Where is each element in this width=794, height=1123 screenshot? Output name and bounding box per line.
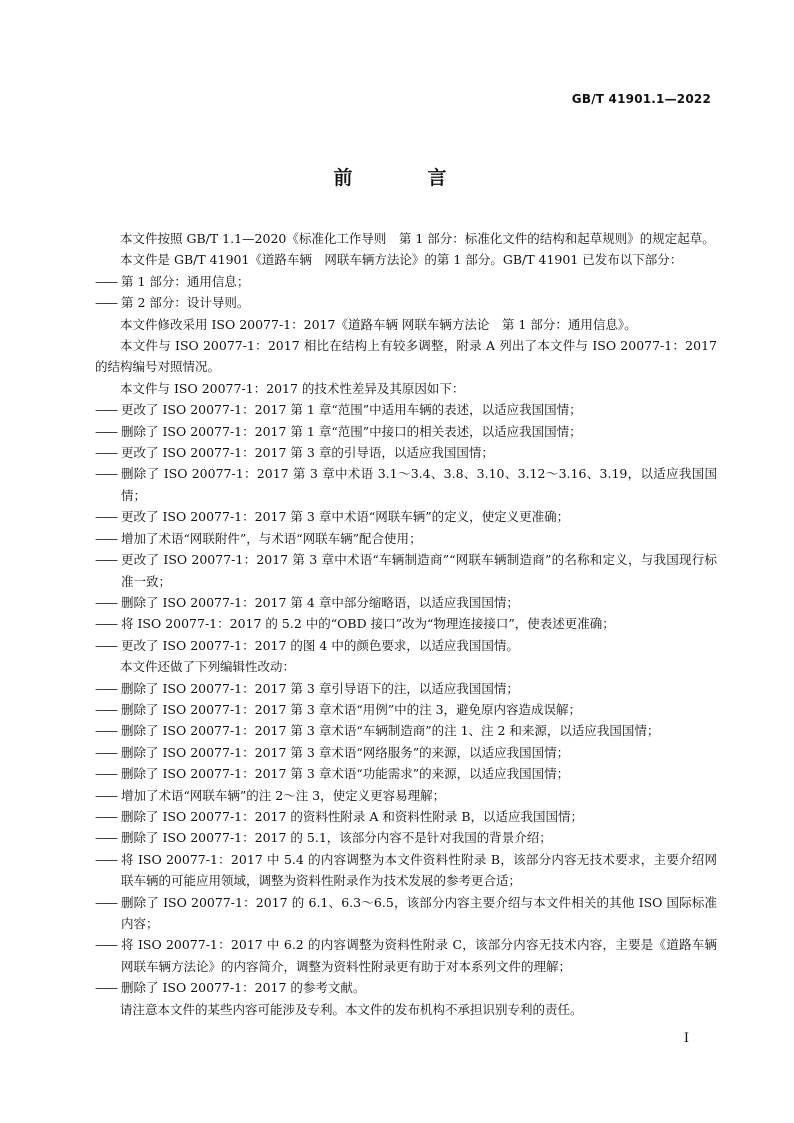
list-item bbox=[95, 977, 717, 998]
list-item bbox=[95, 720, 717, 741]
list-item-text: 删除了 ISO 20077-1：2017 第 3 章引导语下的注，以适应我国国情； bbox=[121, 680, 519, 696]
list-item-text: 删除了 ISO 20077-1：2017 的 5.1，该部分内容不是针对我国的背景介绍； bbox=[121, 830, 552, 846]
list-item bbox=[95, 463, 717, 506]
dash-marker: —— bbox=[95, 723, 116, 739]
list-item-text: 将 ISO 20077-1：2017 的 5.2 中的“OBD 接口”改为“物理连接接口”，使表述更准确； bbox=[121, 616, 615, 632]
dash-marker: —— bbox=[95, 445, 116, 461]
list-item-text: 更改了 ISO 20077-1：2017 第 1 章“范围”中适用车辆的表述，以适应我国国情； bbox=[121, 402, 582, 418]
list-item-text: 将 ISO 20077-1：2017 中 5.4 的内容调整为本文件资料性附录 B，该部分内容无技术要求，主要介绍网联车辆的可能应用领域，调整为资料性附录作为技术发展的参考更合适； bbox=[121, 851, 717, 889]
dash-marker: —— bbox=[95, 980, 116, 996]
list-item-text: 更改了 ISO 20077-1：2017 第 3 章中术语“车辆制造商”“网联车辆制造商”的名称和定义，与我国现行标准一致； bbox=[121, 552, 717, 589]
list-item-text: 将 ISO 20077-1：2017 中 6.2 的内容调整为资料性附录 C，该部分内容无技术内容，主要是《道路车辆 网联车辆方法论》的内容简介，调整为资料性附录更有助于对本系列文件的理解； bbox=[121, 937, 717, 974]
list-item bbox=[95, 678, 717, 699]
dash-marker: —— bbox=[95, 466, 116, 482]
standard-code: GB/T 41901.1—2022 bbox=[571, 92, 711, 106]
list-item-text: 更改了 ISO 20077-1：2017 第 3 章的引导语，以适应我国国情； bbox=[121, 445, 494, 461]
page-number: I bbox=[683, 1031, 689, 1046]
list-item-text: 删除了 ISO 20077-1：2017 第 4 章中部分缩略语，以适应我国国情； bbox=[121, 594, 519, 610]
page-title: 前 言 bbox=[333, 167, 475, 189]
list-item bbox=[95, 742, 717, 763]
list-item-text: 更改了 ISO 20077-1：2017 第 3 章中术语“网联车辆”的定义，使定义更准确； bbox=[121, 509, 570, 525]
list-item bbox=[95, 827, 717, 848]
dash-marker: —— bbox=[95, 680, 116, 696]
paragraph: 请注意本文件的某些内容可能涉及专利。本文件的发布机构不承担识别专利的责任。 bbox=[120, 1001, 583, 1017]
list-item bbox=[95, 506, 717, 527]
list-item bbox=[95, 592, 717, 613]
list-item bbox=[95, 528, 717, 549]
dash-marker: —— bbox=[95, 830, 116, 846]
list-item bbox=[95, 849, 717, 892]
list-item-text: 删除了 ISO 20077-1：2017 第 3 章术语“功能需求”的来源，以适应我国国情； bbox=[121, 766, 570, 782]
list-item-text: 第 1 部分：通用信息； bbox=[121, 273, 250, 289]
list-item-text: 更改了 ISO 20077-1：2017 的图 4 中的颜色要求，以适应我国国情。 bbox=[121, 637, 519, 653]
list-item bbox=[95, 763, 717, 784]
list-item-text: 删除了 ISO 20077-1：2017 第 3 章术语“车辆制造商”的注 1、注 2 和来源，以适应我国国情； bbox=[121, 723, 660, 739]
paragraph: 本文件与 ISO 20077-1：2017 的技术性差异及其原因如下： bbox=[120, 380, 465, 396]
dash-marker: —— bbox=[95, 744, 116, 760]
dash-marker: —— bbox=[95, 637, 116, 653]
dash-marker: —— bbox=[95, 766, 116, 782]
dash-marker: —— bbox=[95, 937, 116, 953]
dash-marker: —— bbox=[95, 273, 116, 289]
list-item bbox=[95, 785, 717, 806]
list-item-text: 删除了 ISO 20077-1：2017 第 1 章“范围”中接口的相关表述，以适应我国国情； bbox=[121, 423, 582, 439]
list-item-text: 删除了 ISO 20077-1：2017 第 3 章术语“网络服务”的来源，以适应我国国情； bbox=[121, 744, 570, 760]
paragraph: 本文件与 ISO 20077-1：2017 相比在结构上有较多调整，附录 A 列出了本文件与 ISO 20077-1：2017 的结构编号对照情况。 bbox=[95, 338, 717, 375]
dash-marker: —— bbox=[95, 851, 116, 867]
dash-marker: —— bbox=[95, 530, 116, 546]
dash-marker: —— bbox=[95, 295, 116, 311]
list-item-text: 增加了术语“网联车辆”的注 2～注 3，使定义更容易理解； bbox=[121, 787, 446, 803]
dash-marker: —— bbox=[95, 701, 116, 717]
list-item bbox=[95, 635, 717, 656]
list-item-text: 删除了 ISO 20077-1：2017 的参考文献。 bbox=[121, 980, 366, 996]
paragraph: 本文件修改采用 ISO 20077-1：2017《道路车辆 网联车辆方法论 第 1 部分：通用信息》。 bbox=[120, 316, 637, 332]
dash-marker: —— bbox=[95, 808, 116, 824]
list-item bbox=[95, 442, 717, 463]
list-item-text: 增加了术语“网联附件”，与术语“网联车辆”配合使用； bbox=[121, 530, 422, 546]
dash-marker: —— bbox=[95, 552, 116, 568]
dash-marker: —— bbox=[95, 787, 116, 803]
foreword-body bbox=[95, 228, 717, 1020]
paragraph: 本文件按照 GB/T 1.1—2020《标准化工作导则 第 1 部分：标准化文件的结构和起草规则》的规定起草。 bbox=[120, 231, 715, 246]
list-item bbox=[95, 292, 717, 313]
dash-marker: —— bbox=[95, 616, 116, 632]
list-item bbox=[95, 892, 717, 935]
dash-marker: —— bbox=[95, 594, 116, 610]
dash-marker: —— bbox=[95, 509, 116, 525]
list-item-text: 删除了 ISO 20077-1：2017 的 6.1、6.3～6.5，该部分内容主要介绍与本文件相关的其他 ISO 国际标准内容； bbox=[121, 894, 717, 931]
paragraph: 本文件还做了下列编辑性改动： bbox=[120, 659, 296, 675]
dash-marker: —— bbox=[95, 423, 116, 439]
dash-marker: —— bbox=[95, 894, 116, 910]
list-item bbox=[95, 934, 717, 977]
paragraph: 本文件是 GB/T 41901《道路车辆 网联车辆方法论》的第 1 部分。GB/T 41901 已发布以下部分： bbox=[120, 252, 683, 268]
list-item bbox=[95, 699, 717, 720]
list-item bbox=[95, 399, 717, 420]
list-item-text: 第 2 部分：设计导则。 bbox=[121, 295, 250, 311]
list-item bbox=[95, 271, 717, 292]
list-item bbox=[95, 549, 717, 592]
list-item-text: 删除了 ISO 20077-1：2017 第 3 章中术语 3.1～3.4、3.8、3.10、3.12～3.16、3.19，以适应我国国情； bbox=[121, 466, 717, 503]
list-item-text: 删除了 ISO 20077-1：2017 第 3 章术语“用例”中的注 3，避免原内容造成误解； bbox=[121, 701, 582, 717]
dash-marker: —— bbox=[95, 402, 116, 418]
list-item bbox=[95, 806, 717, 827]
list-item bbox=[95, 613, 717, 634]
list-item-text: 删除了 ISO 20077-1：2017 的资料性附录 A 和资料性附录 B，以适应我国国情； bbox=[121, 808, 584, 824]
list-item bbox=[95, 421, 717, 442]
